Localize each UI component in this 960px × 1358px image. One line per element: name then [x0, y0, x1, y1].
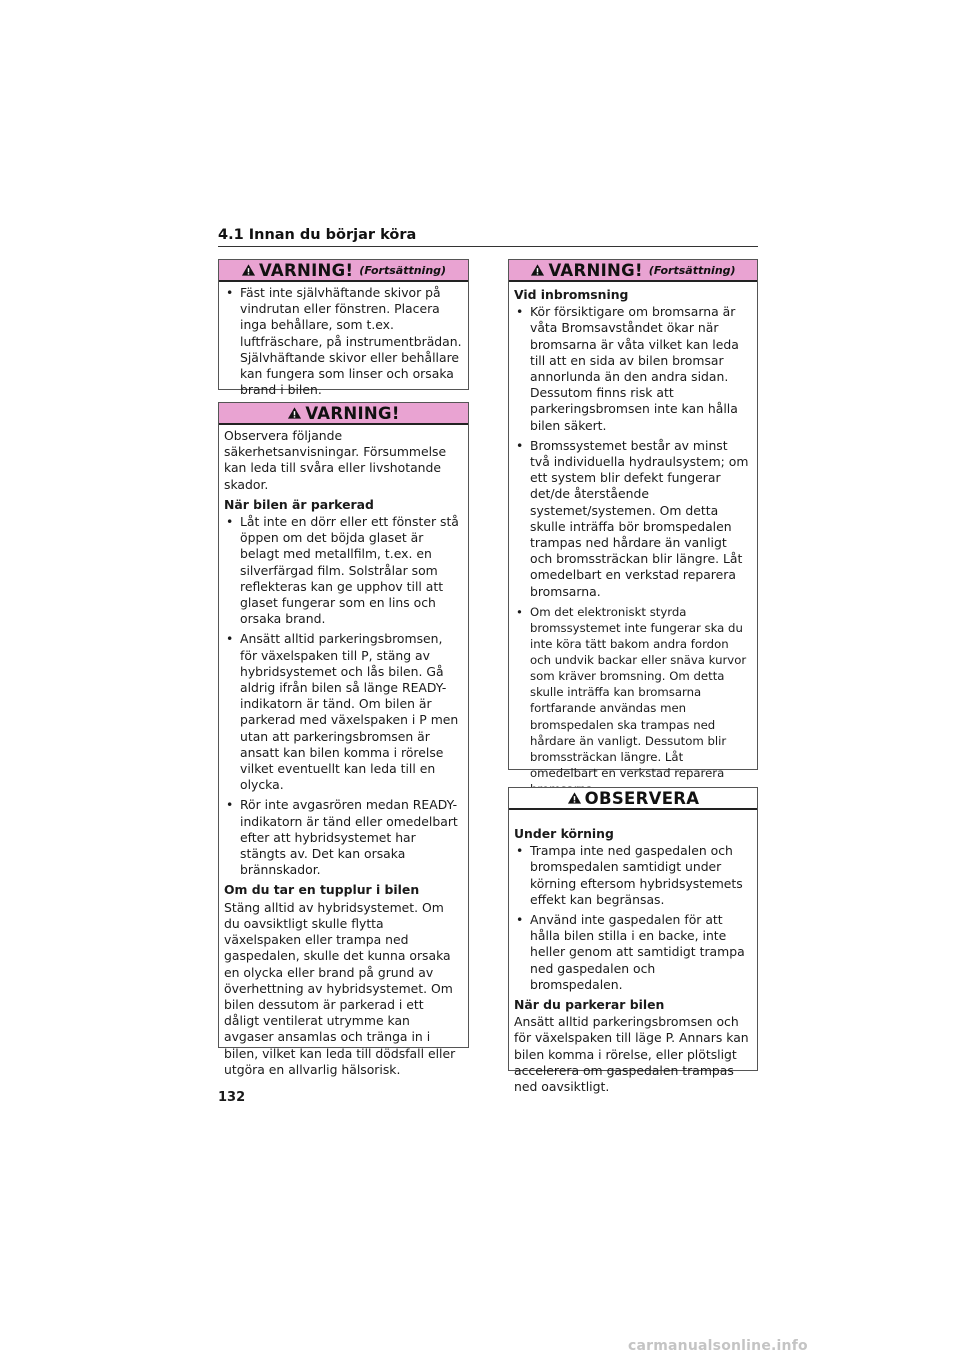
list-item: • Rör inte avgasrören medan READY-indikatorn är tänd eller omedelbart efter att hybridsystemet har stängts av. Det kan orsaka brännskador. [224, 797, 462, 878]
warning-triangle-icon [287, 406, 302, 420]
notice-box [508, 787, 758, 1095]
warning-title: VARNING! [548, 260, 643, 280]
warning-triangle-icon [530, 263, 545, 277]
list-item: • Ansätt alltid parkeringsbromsen, för växelspaken till P, stäng av hybridsystemet och lås bilen. Gå aldrig ifrån bilen så länge READY-indikatorn är tänd. Om bilen är parkerad med växelspaken i P men utan att parkeringsbromsen är ansatt kan bilen komma i rörelse vilket eventuellt kan leda till en olycka. [224, 631, 462, 793]
warning-box-left [218, 402, 469, 1077]
page-number: 132 [218, 1090, 246, 1105]
bullet-list [514, 843, 751, 993]
warning-header [509, 260, 757, 282]
warning-body [219, 425, 468, 1090]
nap-paragraph: Stäng alltid av hybridsystemet. Om du oavsiktligt skulle flytta växelspaken eller trampa ned gaspedalen, skulle det kunna orsaka en olycka eller brand på grund av överhettning av hybridsystemet. Om bilen dessutom är parkerad i ett dåligt ventilerat utrymme kan avgaser ansamlas och tränga in i bilen, vilket kan leda till dödsfall eller utgöra en allvarlig hälsorisk. [224, 899, 456, 1077]
warning-box-continued-left [218, 259, 469, 398]
list-item: • Låt inte en dörr eller ett fönster stå öppen om det böjda glaset är belagt med metallfilm, t.ex. en silverfärgad film. Solstrålar som reflekteras kan ge upphov till att glaset fungerar som en lins och orsaka brand. [224, 514, 462, 627]
subheading-driving: Under körning [514, 826, 614, 841]
notice-header [509, 788, 757, 810]
list-item: • Bromssystemet består av minst två individuella hydraulsystem; om ett system blir defekt fungerar det/de återstående systemet/systemen. Om detta skulle inträffa bör bromspedalen trampas ned hårdare än vanligt och bromssträckan blir längre. Låt omedelbart en verkstad reparera bromsarna. [514, 438, 751, 600]
warning-title: VARNING! [258, 260, 354, 280]
bullet-list [224, 285, 462, 398]
warning-body [219, 282, 468, 410]
parking-paragraph: Ansätt alltid parkeringsbromsen och för växelspaken till läge P. Annars kan bilen komma i rörelse, eller plötsligt accelerera om gaspedalen trampas ned oavsiktligt. [514, 1014, 749, 1095]
continued-label: (Fortsättning) [648, 263, 736, 277]
subheading-parking: När du parkerar bilen [514, 997, 665, 1013]
warning-box-continued-right [508, 259, 758, 780]
warning-body [509, 282, 757, 809]
subheading-nap: Om du tar en tupplur i bilen [224, 882, 420, 898]
notice-title: OBSERVERA [584, 788, 700, 808]
section-title: 4.1 Innan du börjar köra [218, 227, 417, 243]
warning-header [219, 260, 468, 282]
warning-title: VARNING! [305, 403, 400, 423]
list-item: • Om det elektroniskt styrda bromssystemet inte fungerar ska du inte köra tätt bakom andra fordon och undvik backar eller snäva kurvor som kräver bromsning. Om detta skulle inträffa kan bromsarna fortfarande användas men bromspedalen ska trampas ned hårdare än vanligt. Dessutom blir bromssträckan längre. Låt omedelbart en verkstad reparera [514, 604, 751, 797]
subheading-braking: Vid inbromsning [514, 287, 629, 302]
notice-triangle-icon [567, 791, 582, 805]
continued-label: (Fortsättning) [359, 263, 447, 277]
list-item: • Fäst inte självhäftande skivor på vindrutan eller fönstren. Placera inga behållare, som t.ex. luftfräschare, på instrumentbrädan. Självhäftande skivor eller behållare kan fungera som linser och orsaka brand i bilen. [224, 285, 462, 398]
notice-body [509, 810, 757, 1107]
list-item: • Kör försiktigare om bromsarna är våta Bromsavståndet ökar när bromsarna är våta vilket kan leda till att en sida av bilen bromsar annorlunda än den andra sidan. Dessutom finns risk att parkeringsbromsen inte kan hålla bilen säkert. [514, 304, 751, 434]
warning-header [219, 403, 468, 425]
intro-paragraph: Observera följande säkerhetsanvisningar. Försummelse kan leda till svåra eller livshotande skador. [224, 428, 447, 492]
bullet-list [224, 514, 462, 878]
watermark: carmanualsonline.info [628, 1338, 808, 1354]
warning-triangle-icon [241, 263, 256, 277]
section-header [218, 224, 758, 247]
subheading-parked: När bilen är parkerad [224, 496, 374, 512]
list-item: • Använd inte gaspedalen för att hålla bilen stilla i en backe, inte heller genom att samtidigt trampa ned gaspedalen och bromspedalen. [514, 912, 751, 993]
bullet-list [514, 304, 751, 797]
list-item: • Trampa inte ned gaspedalen och bromspedalen samtidigt under körning eftersom hybridsystemets effekt kan begränsas. [514, 843, 751, 908]
